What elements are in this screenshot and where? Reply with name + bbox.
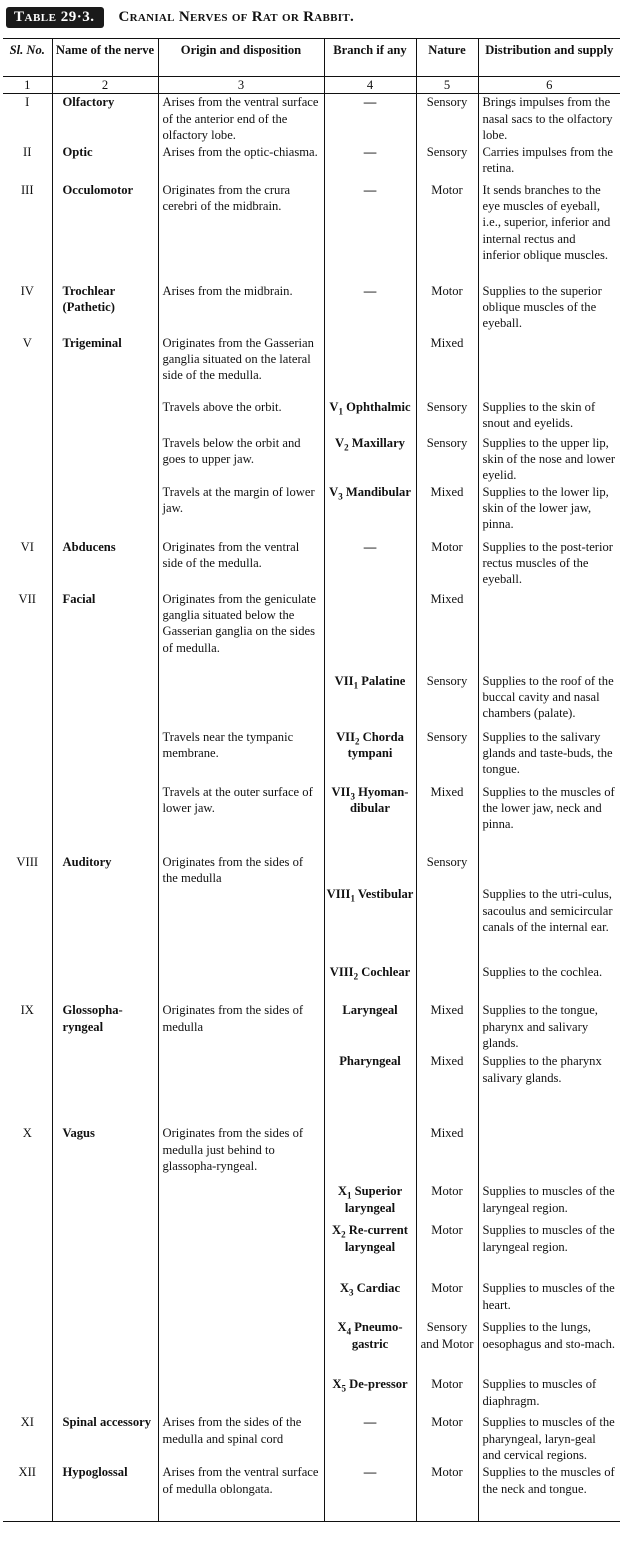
nerve-name: Trochlear (Pathetic) [52, 283, 158, 335]
branch-name: $X_1$ Superior laryngeal [324, 1183, 416, 1222]
table-row [3, 399, 620, 435]
nerve-number: VIII [16, 854, 39, 869]
nerve-number [3, 673, 52, 729]
table-row [3, 1002, 620, 1053]
origin-disposition [158, 1319, 324, 1376]
origin-disposition [158, 964, 324, 1002]
nerve-nature: Motor [416, 1280, 478, 1319]
nerve-name [52, 1280, 158, 1319]
origin-disposition: Originates from the sides of the medulla [158, 854, 324, 887]
column-number: 1 [3, 77, 52, 94]
header-origin: Origin and disposition [158, 39, 324, 77]
branch-name: Laryngeal [324, 1002, 416, 1053]
nerve-number [3, 1319, 52, 1376]
branch-name: $VIII_1$ Vestibular [324, 886, 416, 964]
origin-disposition: Originates from the sides of medulla [158, 1002, 324, 1053]
distribution-supply [478, 1125, 620, 1183]
nerve-nature: Sensory and Motor [416, 1319, 478, 1376]
distribution-supply: Supplies to muscles of diaphragm. [478, 1376, 620, 1414]
nerve-number [3, 1183, 52, 1222]
nerve-number: V [22, 335, 32, 350]
branch-name [324, 1125, 416, 1183]
column-number-row [3, 77, 620, 94]
nerve-number: I [25, 95, 30, 110]
origin-disposition [158, 1053, 324, 1125]
origin-disposition [158, 673, 324, 729]
branch-name: $VII_3$ Hyoman-dibular [324, 784, 416, 854]
origin-disposition: Travels above the orbit. [158, 399, 324, 435]
nerve-name [52, 964, 158, 1002]
header-name: Name of the nerve [52, 39, 158, 77]
nerve-number [3, 1280, 52, 1319]
header-branch: Branch if any [324, 39, 416, 77]
nerve-number: IX [20, 1003, 34, 1018]
header-distribution: Distribution and supply [478, 39, 620, 77]
table-row [3, 539, 620, 591]
origin-disposition: Originates from the ventral side of the medulla. [158, 539, 324, 591]
origin-disposition: Travels at the margin of lower jaw. [158, 484, 324, 539]
header-nature: Nature [416, 39, 478, 77]
branch-name: — [324, 539, 416, 591]
nerve-nature: Mixed [416, 1125, 478, 1183]
nerve-number: X [22, 1126, 32, 1141]
branch-name: — [324, 182, 416, 283]
origin-disposition: Originates from the sides of medulla just behind to glassopha-ryngeal. [158, 1125, 324, 1183]
nerve-name: Occulomotor [52, 182, 158, 283]
distribution-supply: Brings impulses from the nasal sacs to the olfactory lobe. [478, 94, 620, 144]
distribution-supply: Supplies to the lungs, oesophagus and sto-mach. [478, 1319, 620, 1376]
table-row [3, 673, 620, 729]
origin-disposition: Originates from the geniculate ganglia situated below the Gasserian ganglia on the sides of medulla. [158, 591, 324, 673]
origin-disposition [158, 1183, 324, 1222]
nerve-name: Olfactory [52, 94, 158, 144]
nerve-name [52, 484, 158, 539]
distribution-supply [478, 854, 620, 887]
nerve-nature: Mixed [416, 591, 478, 673]
distribution-supply: Supplies to muscles of the laryngeal region. [478, 1183, 620, 1222]
origin-disposition: Travels near the tympanic membrane. [158, 729, 324, 784]
origin-disposition: Originates from the crura cerebri of the midbrain. [158, 182, 324, 283]
nerve-nature: Sensory [416, 673, 478, 729]
origin-disposition: Travels below the orbit and goes to upper jaw. [158, 435, 324, 484]
nerve-name [52, 399, 158, 435]
column-number: 5 [416, 77, 478, 94]
table-row [3, 886, 620, 964]
nerve-nature: Sensory [416, 854, 478, 887]
nerve-nature: Sensory [416, 729, 478, 784]
branch-name: — [324, 1464, 416, 1521]
nerve-number: XI [20, 1415, 34, 1430]
table-body [3, 94, 620, 1522]
nerve-nature: Sensory [416, 435, 478, 484]
table-row [3, 484, 620, 539]
table-row [3, 729, 620, 784]
nerve-name [52, 1376, 158, 1414]
branch-name: $V_3$ Mandibular [324, 484, 416, 539]
origin-disposition: Originates from the Gasserian ganglia situated on the lateral side of the medulla. [158, 335, 324, 399]
branch-name: — [324, 283, 416, 335]
origin-disposition [158, 1280, 324, 1319]
table-row [3, 94, 620, 144]
nerve-name: Optic [52, 144, 158, 182]
nerve-number [3, 1222, 52, 1280]
nerve-nature: Motor [416, 539, 478, 591]
data-table [3, 38, 620, 1522]
nerve-nature: Mixed [416, 784, 478, 854]
nerve-name [52, 435, 158, 484]
nerve-number: IV [20, 283, 34, 298]
origin-disposition: Arises from the sides of the medulla and spinal cord [158, 1414, 324, 1464]
distribution-supply: Supplies to muscles of the heart. [478, 1280, 620, 1319]
table-row [3, 1376, 620, 1414]
branch-name: $V_2$ Maxillary [324, 435, 416, 484]
nerve-number [3, 435, 52, 484]
nerve-nature: Motor [416, 1464, 478, 1521]
nerve-nature: Mixed [416, 1053, 478, 1125]
nerve-nature: Mixed [416, 484, 478, 539]
branch-name: $VII_2$ Chorda tympani [324, 729, 416, 784]
distribution-supply: Supplies to the pharynx salivary glands. [478, 1053, 620, 1125]
nerve-nature: Sensory [416, 94, 478, 144]
nerve-number: XII [3, 1464, 52, 1521]
nerve-name [52, 1183, 158, 1222]
nerve-nature: Mixed [416, 335, 478, 399]
table-row [3, 1222, 620, 1280]
nerve-nature [416, 964, 478, 1002]
distribution-supply: Supplies to the post-terior rectus muscles of the eyeball. [478, 539, 620, 591]
nerve-name [52, 729, 158, 784]
nerve-number: VI [20, 539, 34, 554]
nerve-nature: Sensory [416, 144, 478, 182]
nerve-nature: Motor [416, 283, 478, 335]
nerve-number [3, 784, 52, 854]
header-sl-no: Sl. No. [3, 39, 52, 77]
nerve-name: Auditory [52, 854, 158, 887]
branch-name: Pharyngeal [324, 1053, 416, 1125]
origin-disposition [158, 1376, 324, 1414]
distribution-supply: Supplies to muscles of the laryngeal region. [478, 1222, 620, 1280]
table-row [3, 144, 620, 182]
nerve-number [3, 484, 52, 539]
distribution-supply [478, 591, 620, 673]
distribution-supply: Supplies to the upper lip, skin of the nose and lower eyelid. [478, 435, 620, 484]
nerve-nature [416, 886, 478, 964]
cranial-nerves-table [3, 38, 620, 1548]
nerve-number: VII [18, 591, 36, 606]
origin-disposition: Travels at the outer surface of lower jaw. [158, 784, 324, 854]
nerve-name [52, 1319, 158, 1376]
table-row [3, 1464, 620, 1521]
nerve-name [52, 784, 158, 854]
nerve-number: III [20, 182, 34, 197]
table-row [3, 1125, 620, 1183]
nerve-name: Trigeminal [52, 335, 158, 399]
nerve-nature: Motor [416, 1222, 478, 1280]
nerve-name: Facial [52, 591, 158, 673]
branch-name: — [324, 144, 416, 182]
nerve-number [3, 729, 52, 784]
nerve-name [52, 1053, 158, 1125]
nerve-nature: Sensory [416, 399, 478, 435]
branch-name: $X_4$ Pneumo-gastric [324, 1319, 416, 1376]
table-row [3, 1183, 620, 1222]
nerve-name [52, 886, 158, 964]
table-caption [6, 4, 354, 30]
branch-name [324, 335, 416, 399]
branch-name: $X_3$ Cardiac [324, 1280, 416, 1319]
distribution-supply: Supplies to the superior oblique muscles of the eyeball. [478, 283, 620, 335]
branch-name: — [324, 1414, 416, 1464]
nerve-name [52, 1222, 158, 1280]
nerve-nature: Motor [416, 182, 478, 283]
distribution-supply: Supplies to the cochlea. [478, 964, 620, 1002]
distribution-supply: It sends branches to the eye muscles of eyeball, i.e., superior, inferior and internal rectus and inferior oblique muscles. [478, 182, 620, 283]
column-number: 2 [52, 77, 158, 94]
column-number: 3 [158, 77, 324, 94]
branch-name: $VII_1$ Palatine [324, 673, 416, 729]
nerve-nature: Mixed [416, 1002, 478, 1053]
column-number: 4 [324, 77, 416, 94]
distribution-supply: Supplies to the lower lip, skin of the lower jaw, pinna. [478, 484, 620, 539]
origin-disposition [158, 1222, 324, 1280]
origin-disposition: Arises from the ventral surface of the anterior end of the olfactory lobe. [158, 94, 324, 144]
nerve-nature: Motor [416, 1414, 478, 1464]
origin-disposition: Arises from the midbrain. [158, 283, 324, 335]
table-row [3, 1053, 620, 1125]
table-row [3, 335, 620, 399]
distribution-supply: Supplies to the muscles of the lower jaw, neck and pinna. [478, 784, 620, 854]
nerve-number [3, 1376, 52, 1414]
nerve-name: Glossopha-ryngeal [52, 1002, 158, 1053]
branch-name: $V_1$ Ophthalmic [324, 399, 416, 435]
branch-name: $X_2$ Re-current laryngeal [324, 1222, 416, 1280]
nerve-name: Vagus [52, 1125, 158, 1183]
table-row [3, 1280, 620, 1319]
table-row [3, 854, 620, 887]
branch-name: — [324, 94, 416, 144]
table-row [3, 1414, 620, 1464]
distribution-supply [478, 335, 620, 399]
origin-disposition: Arises from the optic-chiasma. [158, 144, 324, 182]
table-row [3, 283, 620, 335]
origin-disposition: Arises from the ventral surface of medulla oblongata. [158, 1464, 324, 1521]
nerve-name: Hypoglossal [52, 1464, 158, 1521]
table-number-label: Table 29·3. [6, 7, 104, 28]
distribution-supply: Supplies to the utri-culus, sacoulus and semicircular canals of the internal ear. [478, 886, 620, 964]
nerve-number [3, 886, 52, 964]
table-title: Cranial Nerves of Rat or Rabbit. [118, 8, 355, 25]
nerve-number [3, 1053, 52, 1125]
branch-name [324, 591, 416, 673]
table-row [3, 591, 620, 673]
distribution-supply: Supplies to the salivary glands and taste-buds, the tongue. [478, 729, 620, 784]
table-row [3, 1319, 620, 1376]
branch-name: $X_5$ De-pressor [324, 1376, 416, 1414]
nerve-nature: Motor [416, 1183, 478, 1222]
table-row [3, 182, 620, 283]
branch-name [324, 854, 416, 887]
distribution-supply: Supplies to muscles of the pharyngeal, laryn-geal and cervical regions. [478, 1414, 620, 1464]
nerve-number: II [23, 144, 32, 159]
table-row [3, 784, 620, 854]
table-row [3, 964, 620, 1002]
nerve-name: Abducens [52, 539, 158, 591]
nerve-number [3, 964, 52, 1002]
nerve-nature: Motor [416, 1376, 478, 1414]
distribution-supply: Supplies to the muscles of the neck and tongue. [478, 1464, 620, 1521]
table-row [3, 435, 620, 484]
origin-disposition [158, 886, 324, 964]
distribution-supply: Supplies to the tongue, pharynx and salivary glands. [478, 1002, 620, 1053]
distribution-supply: Carries impulses from the retina. [478, 144, 620, 182]
column-number: 6 [478, 77, 620, 94]
branch-name: $VIII_2$ Cochlear [324, 964, 416, 1002]
distribution-supply: Supplies to the skin of snout and eyelids. [478, 399, 620, 435]
distribution-supply: Supplies to the roof of the buccal cavity and nasal chambers (palate). [478, 673, 620, 729]
nerve-name [52, 673, 158, 729]
nerve-number [3, 399, 52, 435]
nerve-name: Spinal accessory [52, 1414, 158, 1464]
